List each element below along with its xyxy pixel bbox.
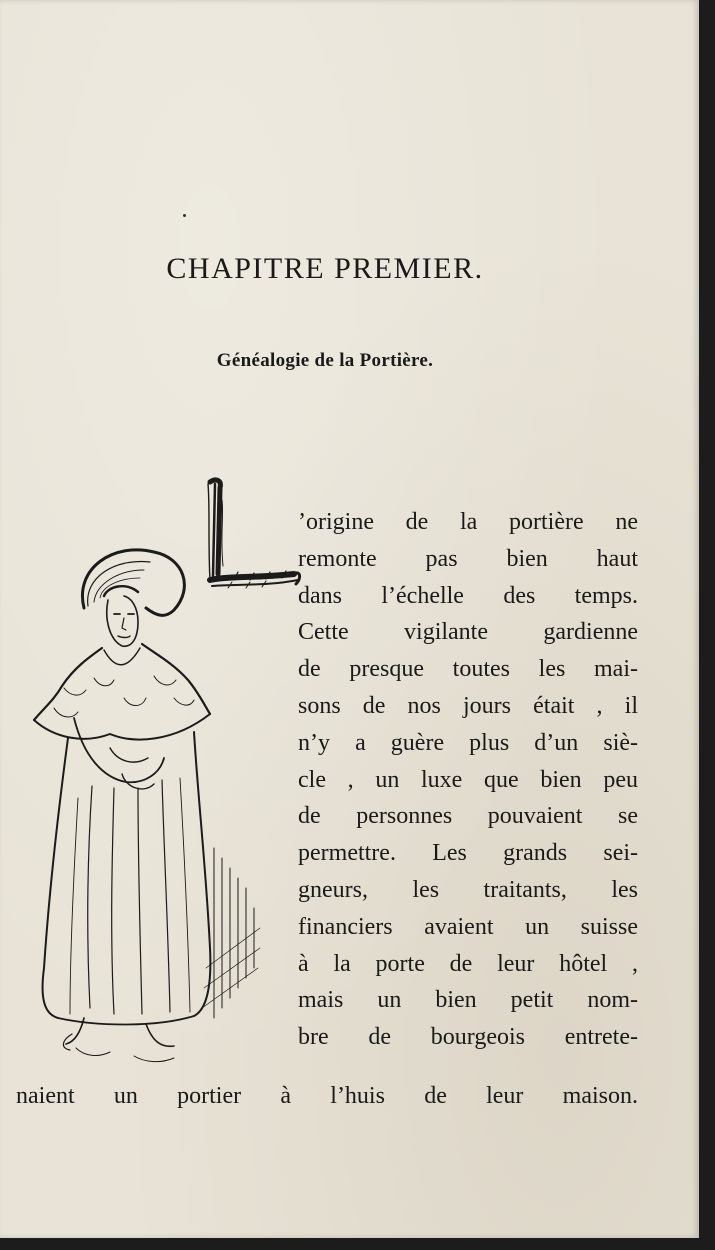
scan-edge-right: [699, 0, 715, 1250]
text-line: remonte pas bien haut: [298, 545, 638, 572]
portiere-illustration: [14, 548, 272, 1074]
text-line: n’y a guère plus d’un siè-: [298, 729, 638, 756]
text-line: dans l’échelle des temps.: [298, 582, 638, 609]
decorative-dot: [183, 214, 186, 217]
chapter-title: CHAPITRE PREMIER.: [166, 252, 484, 285]
text-line-full-width: naient un portier à l’huis de leur maison.: [16, 1083, 638, 1109]
text-line: mais un bien petit nom-: [298, 987, 638, 1014]
text-line: ’origine de la portière ne: [298, 509, 638, 535]
text-line: permettre. Les grands sei-: [298, 840, 638, 867]
text-line: gneurs, les traitants, les: [298, 876, 638, 903]
text-line: à la porte de leur hôtel ,: [298, 950, 638, 977]
text-line: cle , un luxe que bien peu: [298, 766, 638, 793]
text-line: de personnes pouvaient se: [298, 803, 638, 830]
text-line: Cette vigilante gardienne: [298, 619, 638, 646]
text-line: financiers avaient un suisse: [298, 913, 638, 940]
opening-paragraph: [298, 504, 638, 1056]
text-line: bre de bourgeois entrete-: [298, 1024, 638, 1051]
scan-edge-bottom: [0, 1238, 715, 1250]
section-title: Généalogie de la Portière.: [216, 350, 434, 371]
text-line: sons de nos jours était , il: [298, 692, 638, 719]
text-line: de presque toutes les mai-: [298, 656, 638, 683]
